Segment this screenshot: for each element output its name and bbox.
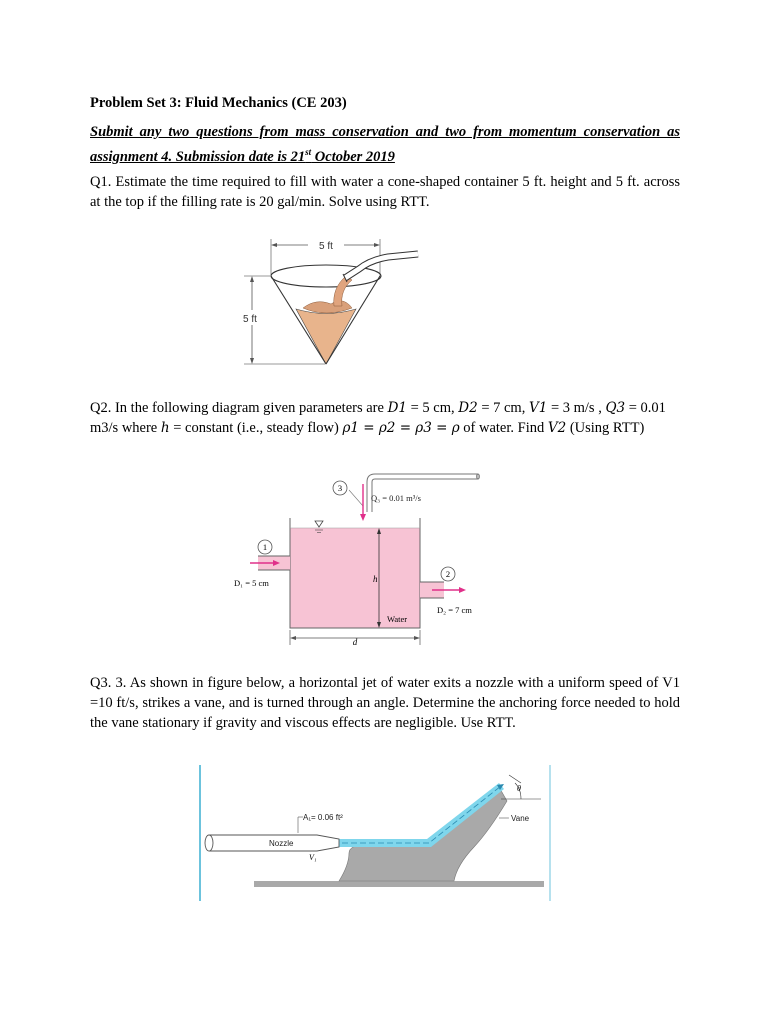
vane-label: Vane [511,814,530,823]
area-a1-label: A₁= 0.06 ft² [303,813,343,822]
tank-diagram-figure [232,470,494,648]
cone-container-figure [228,232,424,372]
var-rho: ρ1 = ρ2 = ρ3 = ρ [342,420,460,436]
nozzle-label: Nozzle [269,839,294,848]
v1-label: V₁ [309,853,317,862]
instruction-date-tail: October 2019 [311,148,395,165]
cone-height-label: 5 ft [243,314,257,325]
cone-width-label: 5 ft [319,241,333,252]
port-2-label: 2 [445,569,451,579]
var-v1: V1 [528,400,548,416]
question-3-text: Q3. 3. As shown in figure below, a horizontal jet of water exits a nozzle with a uniform speed of V1 =10 ft/s, strikes a vane, and is turned through an angle. Determine the anchoring force needed to hold the vane stationary if gravity and viscous effects are negligible. Use RTT. [90,675,680,731]
water-label: Water [387,614,408,624]
var-h: h [160,420,170,436]
var-d1: D1 [387,400,407,416]
q3-flow-label: Q₃ = 0.01 m³/s [371,493,421,503]
jet-vane-figure [199,765,552,901]
d2-label: D₂ = 7 cm [437,605,472,615]
question-1-text: Q1. Estimate the time required to fill with water a cone-shaped container 5 ft. height and 5 ft. across at the top if the filling rate is 20 gal/min. Solve using RTT. [90,174,680,210]
d1-label: D₁ = 5 cm [234,578,269,588]
date-ordinal-suffix: st [305,147,312,157]
assignment-instruction [90,122,680,167]
question-2-text: Q2. In the following diagram given parameters are D1 = 5 cm, D2 = 7 cm, V1 = 3 m/s , Q3 = 0.01 m3/s where h = constant (i.e., steady flow) ρ1 = ρ2 = ρ3 = ρ of water. Find V2 (Using RTT) [90,400,666,436]
var-v2: V2 [547,420,567,436]
theta-label: θ [517,784,521,793]
document-title: Problem Set 3: Fluid Mechanics (CE 203) [90,95,347,111]
instruction-text: Submit any two questions from mass conservation and two from momentum conservation as assignment 4. Submission date is 21 [90,124,680,165]
water-tank [290,528,420,628]
port-1-label: 1 [262,542,268,552]
var-q3: Q3 [605,400,626,416]
width-d-label: d [352,637,358,647]
height-h-label: h [373,574,378,584]
water-in-cone [296,309,356,364]
ground-surface [254,881,544,887]
port-3-label: 3 [337,483,343,493]
var-d2: D2 [458,400,478,416]
